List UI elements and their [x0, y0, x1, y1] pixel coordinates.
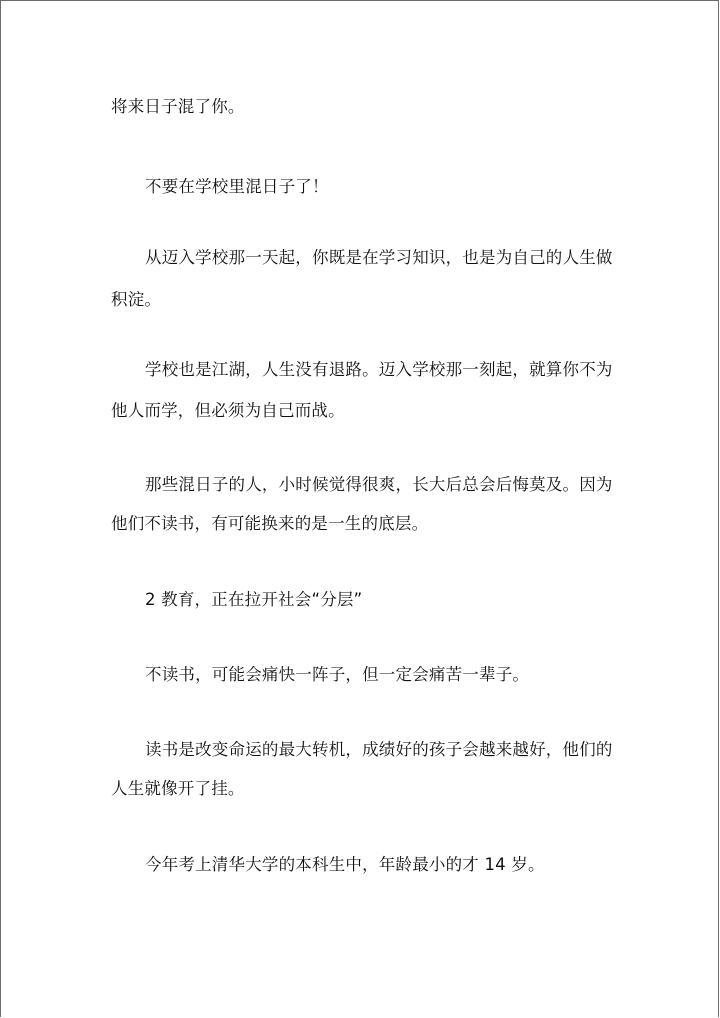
paragraph-line: 不要在学校里混日子了！ — [145, 177, 329, 196]
paragraph-line: 那些混日子的人，小时候觉得很爽，长大后总会后悔莫及。因为 — [145, 475, 613, 494]
paragraph-line: 今年考上清华大学的本科生中，年龄最小的才 14 岁。 — [145, 855, 545, 874]
paragraph-line: 将来日子混了你。 — [111, 97, 245, 116]
paragraph-line: 积淀。 — [111, 290, 162, 309]
paragraph-line: 人生就像开了挂。 — [111, 779, 245, 798]
paragraph-line: 学校也是江湖，人生没有退路。迈入学校那一刻起，就算你不为 — [145, 360, 613, 379]
paragraph-line: 他们不读书，有可能换来的是一生的底层。 — [111, 514, 429, 533]
paragraph-line: 从迈入学校那一天起，你既是在学习知识，也是为自己的人生做 — [145, 248, 613, 267]
paragraph-line: 他人而学，但必须为自己而战。 — [111, 401, 345, 420]
section-heading: 2 教育，正在拉开社会“分层” — [145, 590, 363, 609]
paragraph-line: 不读书，可能会痛快一阵子，但一定会痛苦一辈子。 — [145, 665, 530, 684]
paragraph-line: 读书是改变命运的最大转机，成绩好的孩子会越来越好，他们的 — [145, 740, 613, 759]
